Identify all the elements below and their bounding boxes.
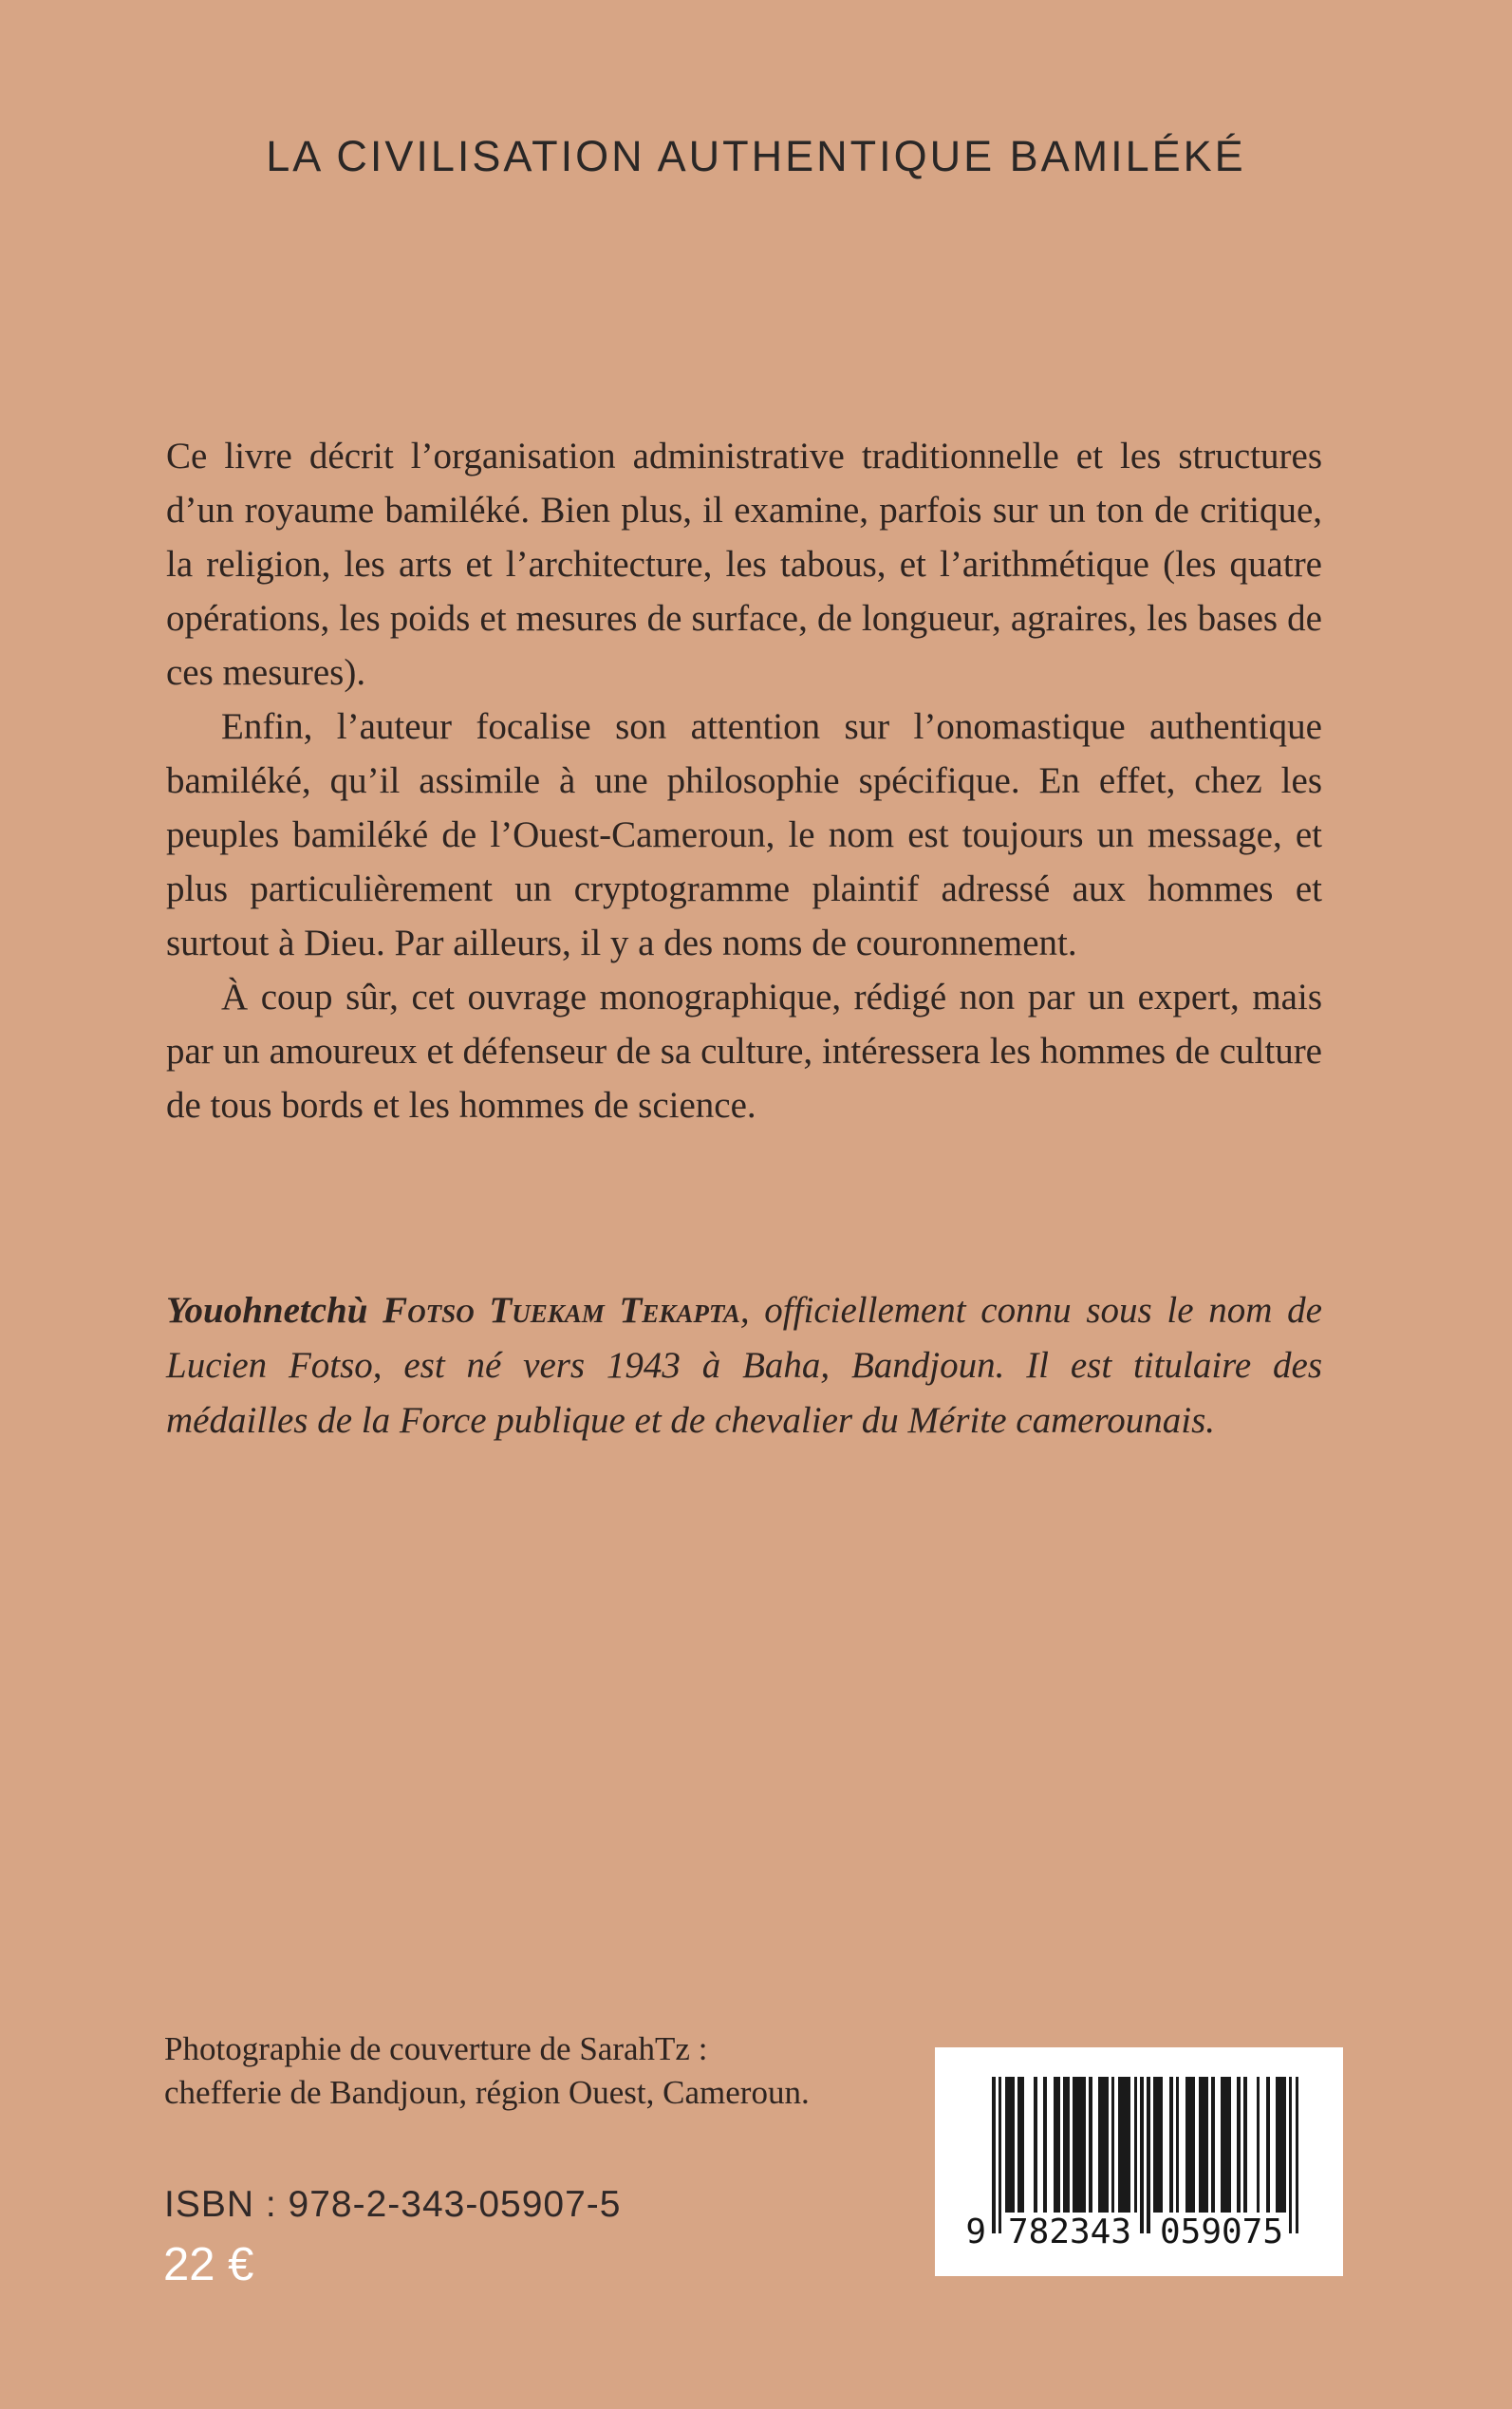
photo-credit: [164, 2027, 1018, 2115]
synopsis-paragraph-1: Ce livre décrit l’organisation administrative traditionnelle et les structures d’un royaume bamiléké. Bien plus, il examine, parfois sur un ton de critique, la religion, les arts et l’architecture, les tabous, et l’arithmétique (les quatre opérations, les poids et mesures de surface, de longueur, agraires, les bases de ces mesures).: [166, 436, 1322, 693]
barcode-digit-first: 9: [965, 2213, 986, 2251]
synopsis-paragraph-2: Enfin, l’auteur focalise son attention sur l’onomastique authentique bamiléké, qu’il assimile à une philosophie spécifique. En effet, chez les peuples bamiléké de l’Ouest-Cameroun, le nom est toujours un message, et plus particulièrement un cryptogramme plaintif adressé aux hommes et surtout à Dieu. Par ailleurs, il y a des noms de couronnement.: [166, 706, 1322, 963]
photo-credit-line-2: chefferie de Bandjoun, région Ouest, Cameroun.: [164, 2074, 810, 2111]
price-text: 22 €: [163, 2239, 254, 2290]
author-name-lead: Youohnetchù: [166, 1290, 383, 1331]
barcode-panel: [935, 2047, 1343, 2276]
author-bio: [166, 1283, 1322, 1448]
barcode-digits-right: 059075: [1159, 2213, 1284, 2251]
isbn-text: ISBN : 978-2-343-05907-5: [164, 2184, 622, 2225]
book-title: LA CIVILISATION AUTHENTIQUE BAMILÉKÉ: [266, 132, 1246, 180]
synopsis: [166, 429, 1322, 1132]
barcode-bars: [992, 2077, 1298, 2233]
author-bio-text: , officiellement connu sous le nom de Lucien Fotso, est né vers 1943 à Baha, Bandjoun. Il est titulaire des médailles de la Force publique et de chevalier du Mérite camerounais.: [166, 1290, 1322, 1441]
author-bio-paragraph: [166, 1283, 1322, 1448]
synopsis-paragraph-3: À coup sûr, cet ouvrage monographique, rédigé non par un expert, mais par un amoureux et défenseur de sa culture, intéressera les hommes de culture de tous bords et les hommes de science.: [166, 977, 1322, 1126]
photo-credit-line-1: Photographie de couverture de SarahTz :: [164, 2030, 708, 2067]
author-name-smallcaps: Fotso Tuekam Tekapta: [383, 1290, 740, 1331]
barcode-digits-left: 782343: [1007, 2213, 1132, 2251]
